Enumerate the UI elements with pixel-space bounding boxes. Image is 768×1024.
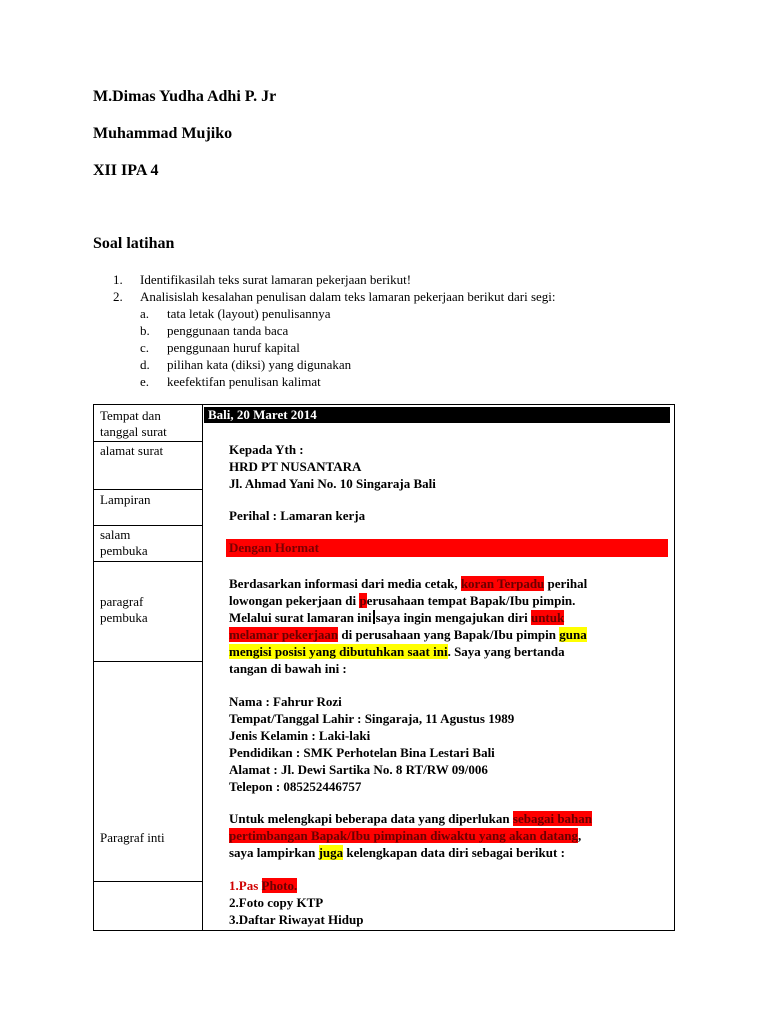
highlight-red: untuk xyxy=(530,610,565,625)
opening-paragraph: Berdasarkan informasi dari media cetak, koran Terpadu perihal lowongan pekerjaan di perusahaan tempat Bapak/Ibu pimpin. Melalui surat lamaran ini saya ingin mengajukan diri untuk melamar pekerjaan di perusahaan yang Bapak/Ibu pimpin guna mengisi posisi yang dibutuhkan saat ini. Saya yang bertanda tangan di bawah ini : xyxy=(229,576,588,676)
jk-line: Jenis Kelamin : Laki-laki xyxy=(229,728,371,743)
highlight-yellow: juga xyxy=(318,845,344,860)
alamat-line: Alamat : Jl. Dewi Sartika No. 8 RT/RW 09/006 xyxy=(229,762,488,777)
row-divider xyxy=(94,525,202,526)
list-item: e. keefektifan penulisan kalimat xyxy=(140,374,321,389)
highlight-red: sebagai bahan xyxy=(512,811,593,826)
perihal-line: Perihal : Lamaran kerja xyxy=(229,508,366,523)
company-line: HRD PT NUSANTARA xyxy=(229,459,362,474)
row-divider xyxy=(94,561,202,562)
attachments-list: 1.Pas Photo. 2.Foto copy KTP 3.Daftar Riwayat Hidup xyxy=(229,878,364,927)
highlight-red: p xyxy=(359,593,367,608)
salam-pembuka: Dengan Hormat xyxy=(226,539,668,557)
pendidikan-line: Pendidikan : SMK Perhotelan Bina Lestari Bali xyxy=(229,745,495,760)
row-divider xyxy=(94,661,202,662)
highlight-yellow: guna xyxy=(559,627,587,642)
list-item: c. penggunaan huruf kapital xyxy=(140,340,300,355)
highlight-red: melamar pekerjaan xyxy=(229,627,339,642)
telepon-line: Telepon : 085252446757 xyxy=(229,779,362,794)
label-tempat: Tempat dan tanggal surat xyxy=(100,408,167,439)
row-divider xyxy=(94,489,202,490)
text-cursor xyxy=(373,610,375,624)
sub-list xyxy=(140,305,556,390)
list-item: b. penggunaan tanda baca xyxy=(140,323,289,338)
class-name: XII IPA 4 xyxy=(93,162,159,179)
kepada-line: Kepada Yth : xyxy=(229,442,304,457)
question-list xyxy=(113,271,556,390)
personal-data xyxy=(229,693,669,795)
list-item: a. tata letak (layout) penulisannya xyxy=(140,306,331,321)
list-item: 2. Analisislah kesalahan penulisan dalam teks lamaran pekerjaan berikut dari segi: a. tata letak (layout) penulisannya b. penggunaan tanda baca c. penggunaan huruf kapital d. pilihan kata (diksi) yang digunakan e. keefektifan penulisan kalimat xyxy=(113,289,556,389)
letter-table xyxy=(93,404,675,931)
section-title: Soal latihan xyxy=(93,235,175,252)
address-line: Jl. Ahmad Yani No. 10 Singaraja Bali xyxy=(229,476,436,491)
nama-line: Nama : Fahrur Rozi xyxy=(229,694,342,709)
row-divider xyxy=(94,881,202,882)
list-item: d. pilihan kata (diksi) yang digunakan xyxy=(140,357,352,372)
highlight-red: koran Terpadu xyxy=(460,576,545,591)
label-lampiran: Lampiran xyxy=(100,492,151,507)
label-paragraf-pembuka: paragraf pembuka xyxy=(100,594,148,625)
highlight-yellow: mengisi posisi yang dibutuhkan saat ini xyxy=(229,644,448,659)
row-divider xyxy=(94,441,202,442)
recipient-block xyxy=(229,441,669,492)
highlight-red: pertimbangan Bapak/Ibu pimpinan diwaktu yang akan datang xyxy=(229,828,578,843)
highlight-red: Photo. xyxy=(261,878,298,893)
ttl-line: Tempat/Tanggal Lahir : Singaraja, 11 Agustus 1989 xyxy=(229,711,515,726)
label-alamat: alamat surat xyxy=(100,443,164,458)
body-paragraph: Untuk melengkapi beberapa data yang diperlukan sebagai bahan pertimbangan Bapak/Ibu pimpinan diwaktu yang akan datang, saya lampirkan juga kelengkapan data diri sebagai berikut : xyxy=(229,811,593,860)
label-paragraf-inti: Paragraf inti xyxy=(100,830,165,845)
column-divider xyxy=(202,405,203,930)
student-name-1: M.Dimas Yudha Adhi P. Jr xyxy=(93,88,277,105)
student-name-2: Muhammad Mujiko xyxy=(93,125,233,142)
list-item: 1. Identifikasilah teks surat lamaran pekerjaan berikut! xyxy=(113,272,412,287)
letter-date: Bali, 20 Maret 2014 xyxy=(204,407,670,423)
label-salam: salam pembuka xyxy=(100,527,148,558)
